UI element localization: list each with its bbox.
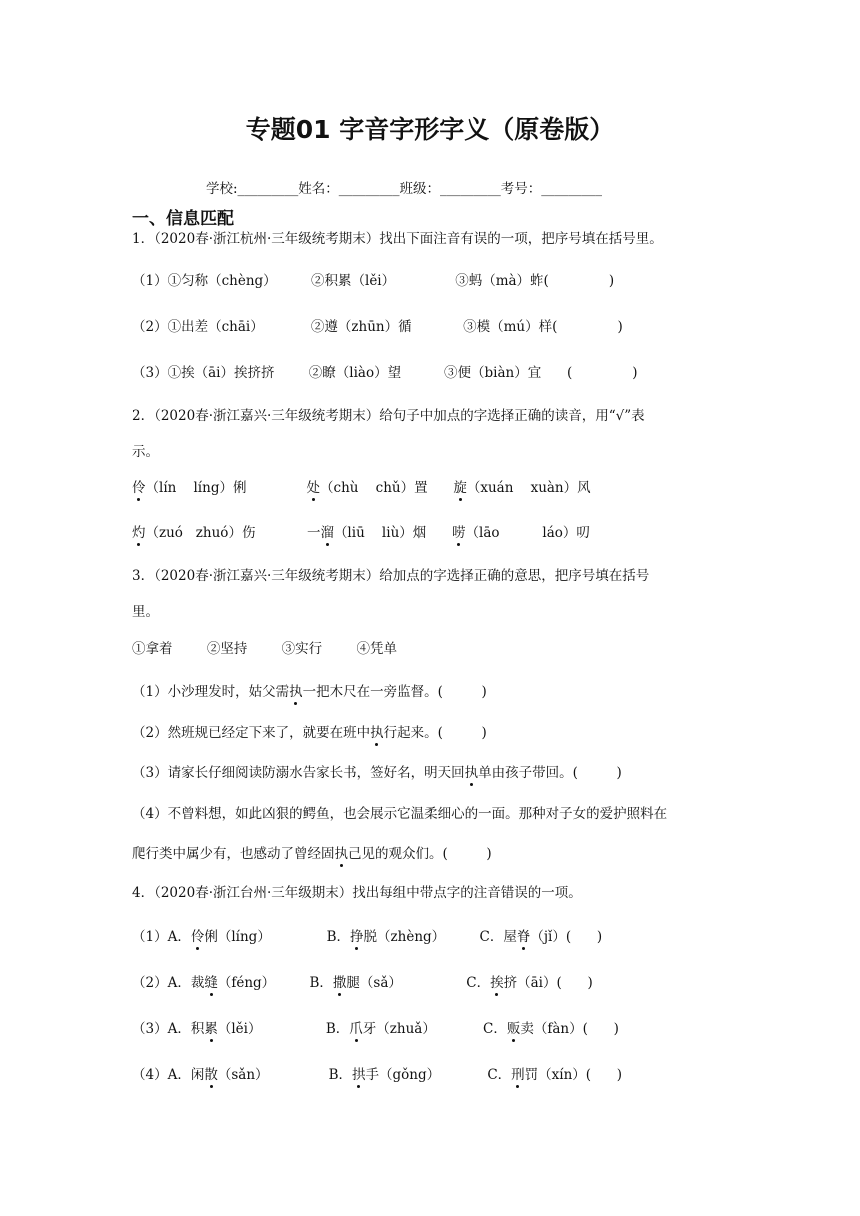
q2-stem: 2．（2020春·浙江嘉兴·三年级统考期末）给句子中加点的字选择正确的读音，用“√”表 bbox=[132, 408, 645, 424]
dotted-char: 脊 bbox=[516, 929, 531, 945]
dotted-char: 拱 bbox=[352, 1067, 366, 1083]
dotted-char: 挨 bbox=[490, 975, 504, 991]
dotted-char: 旋 bbox=[453, 480, 467, 496]
q4-stem: 4．（2020春·浙江台州·三年级期末）找出每组中带点字的注音错误的一项。 bbox=[132, 885, 582, 901]
q3-sentence-4-cont: 爬行类中属少有，也感动了曾经固执己见的观众们。( ) bbox=[132, 846, 492, 862]
q1-row-2: （2）①出差（chāi） ②遵（zhūn）循 ③模（mú）样( ) bbox=[132, 319, 623, 335]
student-info-line: 学校:_________姓名：_________班级：_________考号：_________ bbox=[206, 181, 603, 197]
q2-stem-cont: 示。 bbox=[132, 444, 159, 460]
q1-stem: 1．（2020春·浙江杭州·三年级统考期末）找出下面注音有误的一项，把序号填在括号里。 bbox=[132, 231, 663, 247]
dotted-char: 执 bbox=[464, 765, 479, 781]
dotted-char: 伶 bbox=[132, 480, 146, 496]
q4-group-1: （1）A．伶俐（líng） B．挣脱（zhèng） C．屋脊（jǐ）( ) bbox=[132, 929, 603, 945]
dotted-char: 刑 bbox=[511, 1067, 525, 1083]
dotted-char: 灼 bbox=[132, 525, 146, 541]
dotted-char: 贩 bbox=[506, 1021, 521, 1037]
q3-stem: 3．（2020春·浙江嘉兴·三年级统考期末）给加点的字选择正确的意思，把序号填在括号 bbox=[132, 568, 650, 584]
dotted-char: 溜 bbox=[320, 525, 334, 541]
page-title: 专题01 字音字形字义（原卷版） bbox=[245, 115, 615, 144]
dotted-char: 挣 bbox=[350, 929, 364, 945]
dotted-char: 执 bbox=[289, 684, 303, 700]
q1-row-3: （3）①挨（āi）挨挤挤 ②瞭（liào）望 ③便（biàn）宜 ( ) bbox=[132, 365, 638, 381]
dotted-char: 唠 bbox=[452, 525, 466, 541]
q3-sentence-1: （1）小沙理发时，姑父需执一把木尺在一旁监督。( ) bbox=[132, 684, 487, 700]
q4-group-4: （4）A．闲散（sǎn） B．拱手（gǒng） C．刑罚（xín）( ) bbox=[132, 1067, 623, 1083]
q1-row-1: （1）①匀称（chèng） ②积累（lěi） ③蚂（mà）蚱( ) bbox=[132, 273, 615, 289]
q2-row-2: 灼（zuó zhuó）伤 一溜（liū liù）烟 唠（lāo láo）叨 bbox=[132, 525, 590, 541]
q3-options: ①拿着 ②坚持 ③实行 ④凭单 bbox=[132, 641, 397, 657]
dotted-char: 散 bbox=[204, 1067, 218, 1083]
q2-row-1: 伶（lín líng）俐 处（chù chǔ）置 旋（xuán xuàn）风 bbox=[132, 480, 591, 496]
q3-sentence-4: （4）不曾料想，如此凶狠的鳄鱼，也会展示它温柔细心的一面。那种对子女的爱护照料在 bbox=[132, 806, 668, 822]
q3-sentence-3: （3）请家长仔细阅读防溺水告家长书，签好名，明天回执单由孩子带回。( ) bbox=[132, 765, 622, 781]
dotted-char: 伶 bbox=[190, 929, 205, 945]
q4-group-3: （3）A．积累（lěi） B．爪牙（zhuǎ） C．贩卖（fàn）( ) bbox=[132, 1021, 619, 1037]
section-title: 一、信息匹配 bbox=[132, 209, 234, 229]
dotted-char: 撒 bbox=[332, 975, 347, 991]
q4-group-2: （2）A．裁缝（féng） B．撒腿（sǎ） C．挨挤（āi）( ) bbox=[132, 975, 593, 991]
dotted-char: 爪 bbox=[349, 1021, 363, 1037]
q3-sentence-2: （2）然班规已经定下来了，就要在班中执行起来。( ) bbox=[132, 725, 487, 741]
dotted-char: 执 bbox=[334, 846, 348, 862]
dotted-char: 执 bbox=[370, 725, 384, 741]
dotted-char: 累 bbox=[204, 1021, 218, 1037]
dotted-char: 处 bbox=[306, 480, 321, 496]
dotted-char: 缝 bbox=[204, 975, 218, 991]
q3-stem-cont: 里。 bbox=[132, 604, 159, 620]
